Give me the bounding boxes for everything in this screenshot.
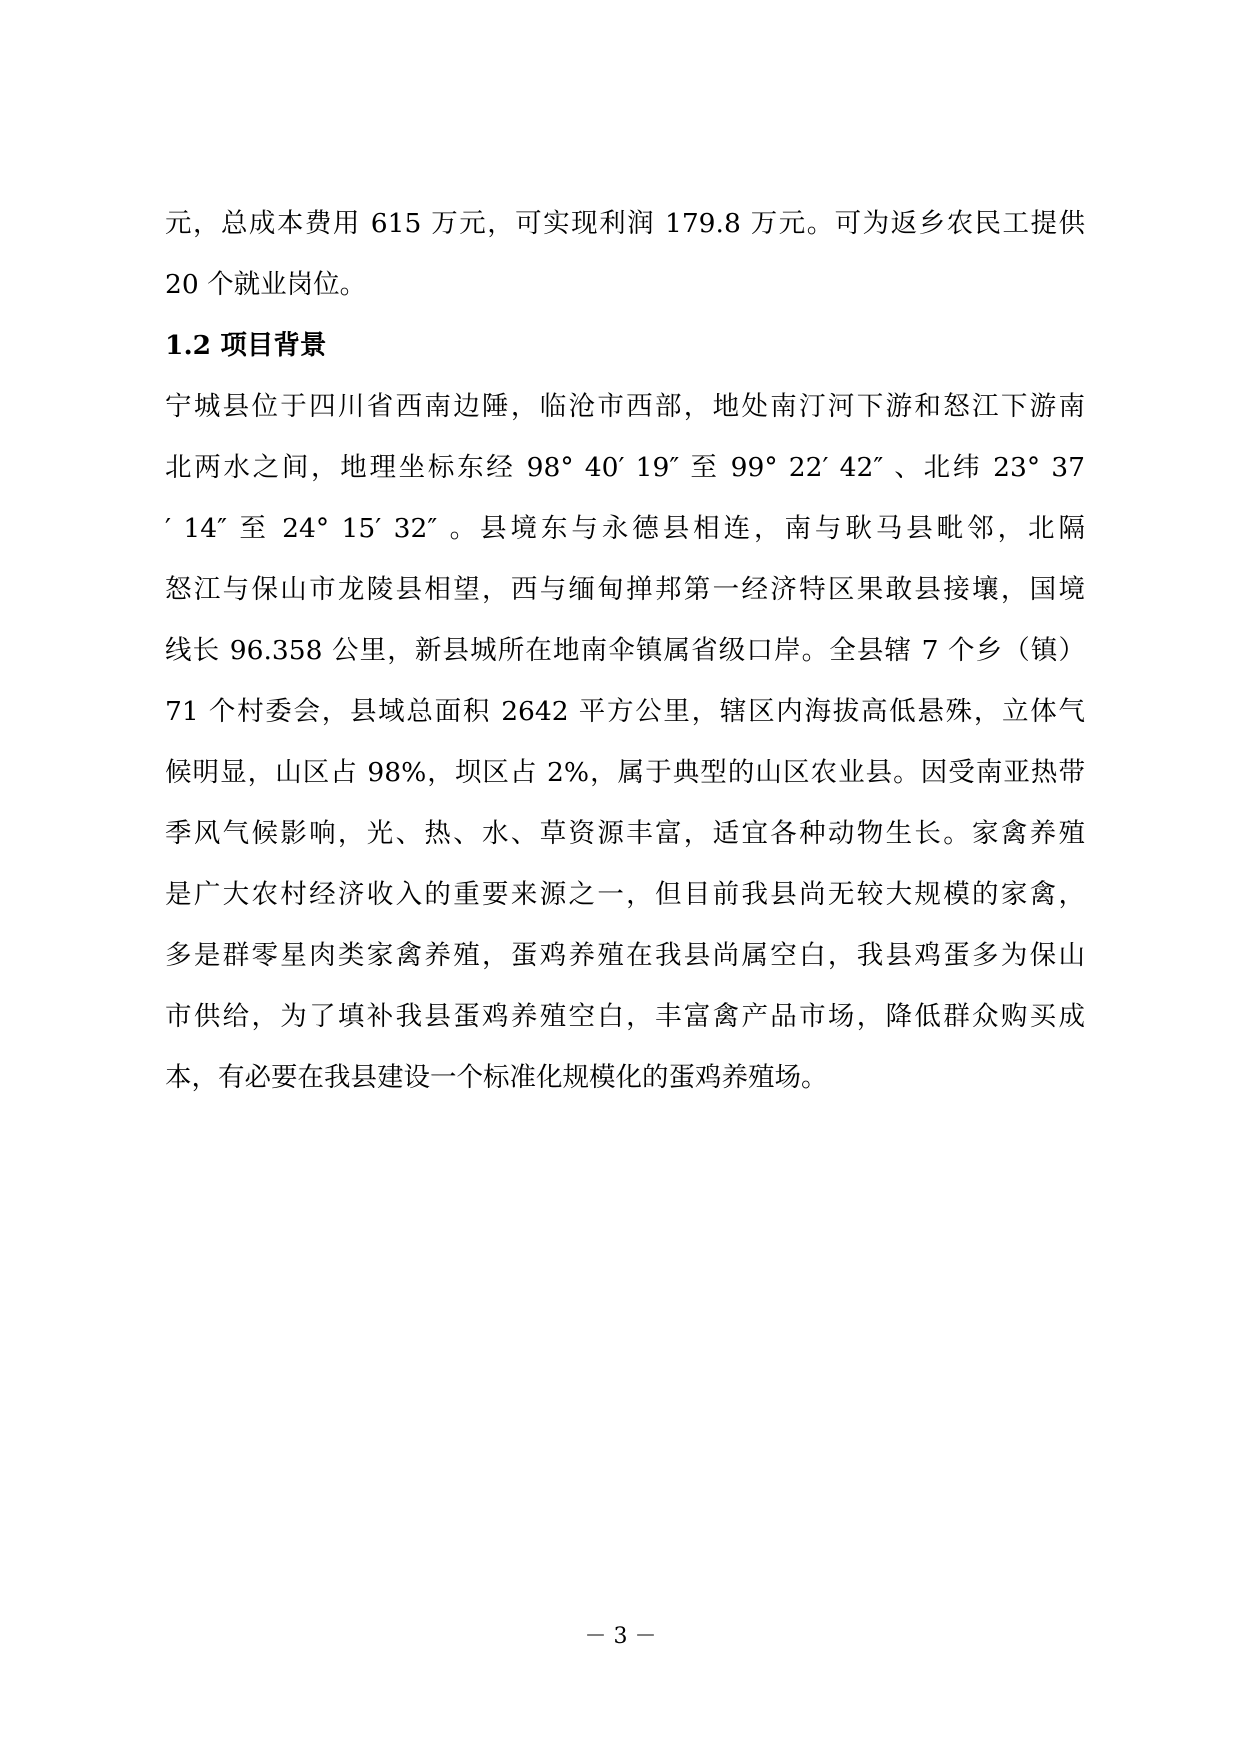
paragraph-line: 线长 96.358 公里，新县城所在地南伞镇属省级口岸。全县辖 7 个乡（镇） <box>165 635 1085 666</box>
paragraph-line: 宁城县位于四川省西南边陲，临沧市西部，地处南汀河下游和怒江下游南 <box>165 391 1085 422</box>
paragraph-line: 本，有必要在我县建设一个标准化规模化的蛋鸡养殖场。 <box>165 1062 828 1093</box>
paragraph-line: 多是群零星肉类家禽养殖，蛋鸡养殖在我县尚属空白，我县鸡蛋多为保山 <box>165 940 1085 971</box>
paragraph-line: 是广大农村经济收入的重要来源之一，但目前我县尚无较大规模的家禽， <box>165 879 1085 910</box>
paragraph-line: 北两水之间，地理坐标东经 98° 40′ 19″ 至 99° 22′ 42″ 、北纬 23° 37 <box>165 452 1085 483</box>
page-number: － 3 － <box>584 1624 657 1649</box>
paragraph-line: 季风气候影响，光、热、水、草资源丰富，适宜各种动物生长。家禽养殖 <box>165 818 1085 849</box>
paragraph-line: 市供给，为了填补我县蛋鸡养殖空白，丰富禽产品市场，降低群众购买成 <box>165 1001 1085 1032</box>
paragraph-line: 71 个村委会，县域总面积 2642 平方公里，辖区内海拔高低悬殊，立体气 <box>165 696 1085 727</box>
paragraph-line: 怒江与保山市龙陵县相望，西与缅甸掸邦第一经济特区果敢县接壤，国境 <box>165 574 1085 605</box>
section-heading: 1.2 项目背景 <box>165 330 327 361</box>
paragraph-line: ′ 14″ 至 24° 15′ 32″ 。县境东与永德县相连，南与耿马县毗邻，北隔 <box>165 513 1085 544</box>
paragraph-line: 候明显，山区占 98%，坝区占 2%，属于典型的山区农业县。因受南亚热带 <box>165 757 1085 788</box>
paragraph-line: 元，总成本费用 615 万元，可实现利润 179.8 万元。可为返乡农民工提供 <box>165 208 1085 239</box>
paragraph-line: 20 个就业岗位。 <box>165 269 367 300</box>
